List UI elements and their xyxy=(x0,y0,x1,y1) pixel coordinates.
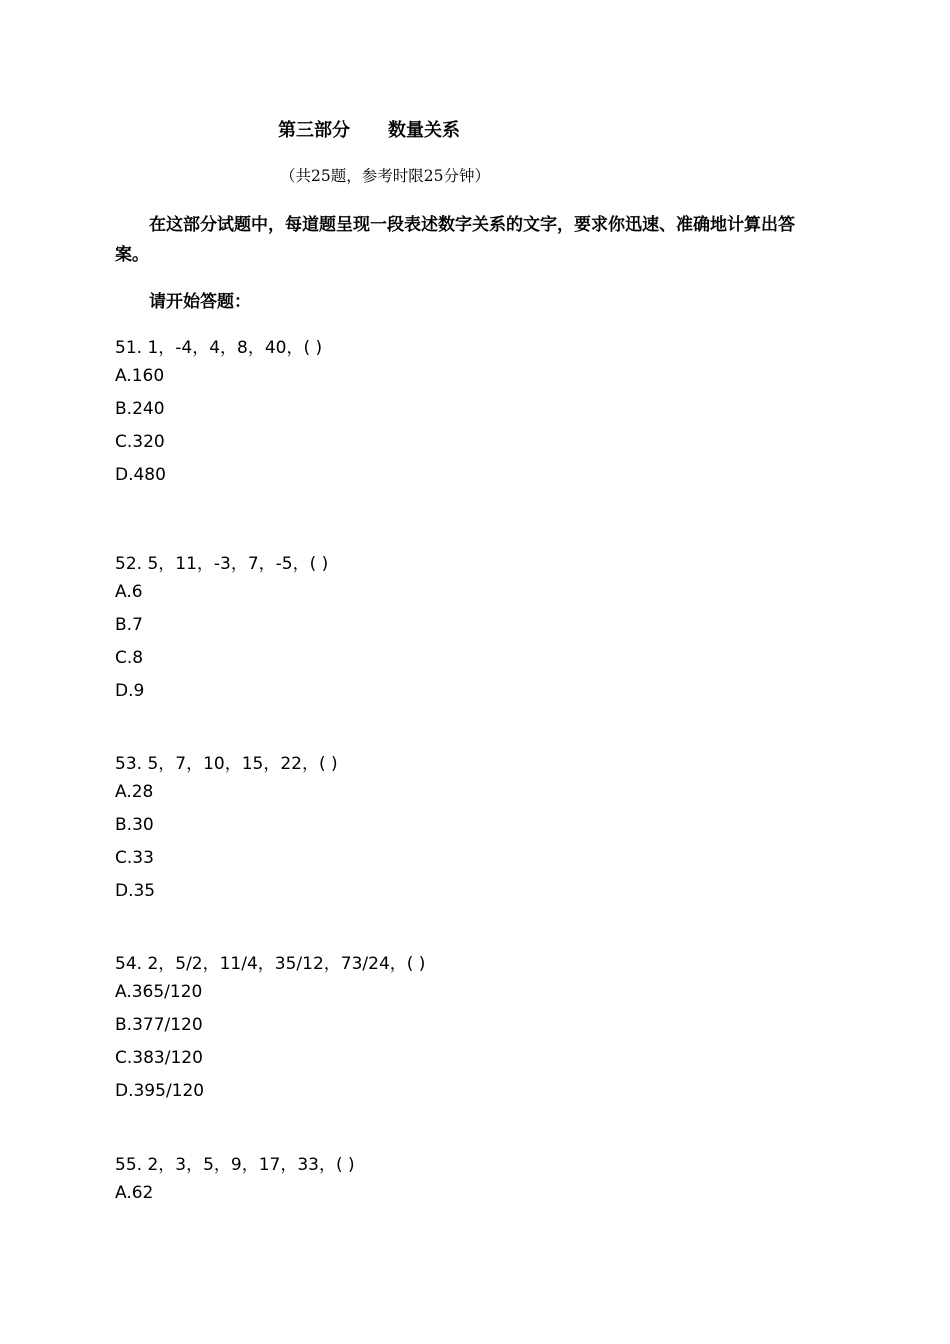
section-title xyxy=(278,116,460,142)
answer-option: D.35 xyxy=(115,881,156,901)
section-name: 数量关系 xyxy=(388,120,460,141)
answer-option: C.33 xyxy=(115,848,154,868)
answer-option: D.395/120 xyxy=(115,1081,205,1101)
answer-option: C.320 xyxy=(115,432,165,452)
answer-option: C.383/120 xyxy=(115,1048,203,1068)
answer-option: A.365/120 xyxy=(115,982,203,1002)
answer-option: B.7 xyxy=(115,615,143,635)
question-stem: 52. 5，11，-3，7，-5，( ) xyxy=(115,554,329,574)
question-stem: 51. 1，-4，4，8，40，( ) xyxy=(115,338,323,358)
section-subtitle: （共25题，参考时限25分钟） xyxy=(280,167,490,185)
answer-option: B.30 xyxy=(115,815,154,835)
start-prompt: 请开始答题： xyxy=(149,292,251,312)
section-instructions: 在这部分试题中，每道题呈现一段表述数字关系的文字，要求你迅速、准确地计算出答案。 xyxy=(115,215,795,265)
answer-option: A.160 xyxy=(115,366,165,386)
answer-option: A.6 xyxy=(115,582,143,602)
question-stem: 55. 2，3，5，9，17，33，( ) xyxy=(115,1155,355,1175)
answer-option: D.9 xyxy=(115,681,145,701)
question-stem: 53. 5，7，10，15，22，( ) xyxy=(115,754,338,774)
answer-option: C.8 xyxy=(115,648,144,668)
question-stem: 54. 2，5/2，11/4，35/12，73/24，( ) xyxy=(115,954,426,974)
answer-option: A.62 xyxy=(115,1183,154,1203)
section-part-label: 第三部分 xyxy=(278,120,350,141)
answer-option: B.240 xyxy=(115,399,165,419)
answer-option: D.480 xyxy=(115,465,166,485)
answer-option: A.28 xyxy=(115,782,154,802)
answer-option: B.377/120 xyxy=(115,1015,203,1035)
